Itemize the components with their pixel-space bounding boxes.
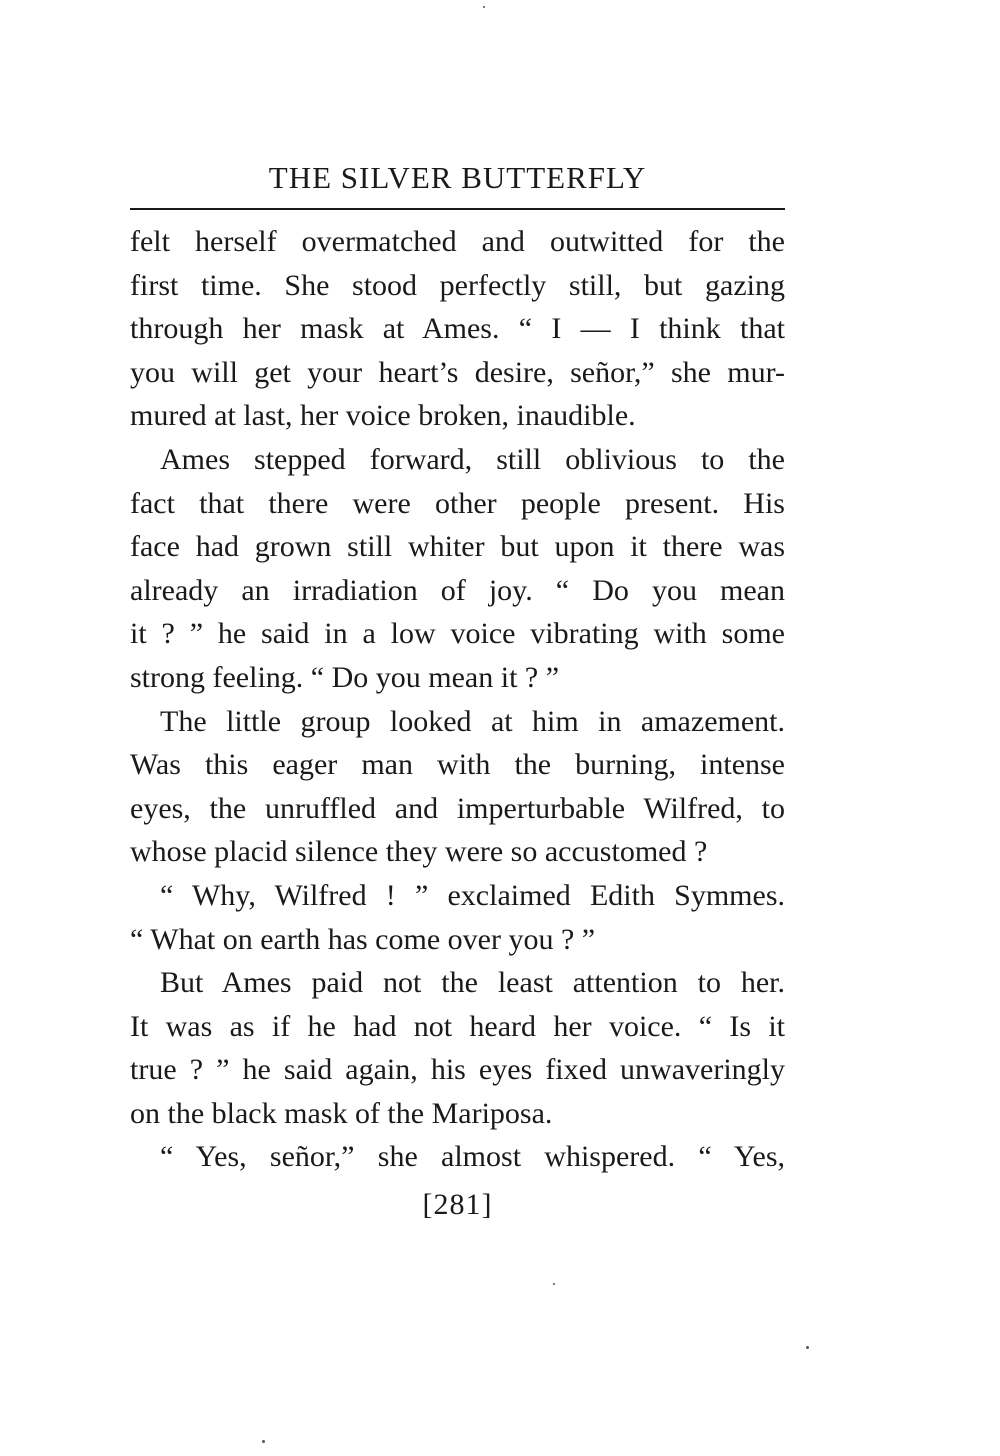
- text-line: “ Yes, señor,” she almost whispered. “ Yes,: [160, 1140, 785, 1174]
- text-line: It was as if he had not heard her voice. “ Is it: [130, 1009, 785, 1043]
- text-line: Ames stepped forward, still oblivious to the: [160, 442, 785, 476]
- scan-speck: [806, 1346, 809, 1349]
- text-line: you will get your heart’s desire, señor,” she mur-: [130, 355, 785, 389]
- text-line: strong feeling. “ Do you mean it ? ”: [130, 660, 560, 694]
- scan-speck: [483, 6, 485, 8]
- text-line: mured at last, her voice broken, inaudible.: [130, 399, 636, 433]
- text-line: first time. She stood perfectly still, but gazing: [130, 268, 785, 302]
- page-number: [281]: [422, 1188, 493, 1221]
- text-line: face had grown still whiter but upon it there was: [130, 530, 785, 564]
- scan-speck: [553, 1283, 555, 1285]
- text-line: whose placid silence they were so accustomed ?: [130, 835, 708, 869]
- text-line: felt herself overmatched and outwitted for the: [130, 225, 785, 258]
- scan-speck: [262, 1440, 265, 1443]
- text-line: fact that there were other people present. His: [130, 486, 785, 520]
- header-rule: [130, 208, 785, 210]
- text-line: true ? ” he said again, his eyes fixed unwaveringly: [130, 1053, 785, 1087]
- running-head: THE SILVER BUTTERFLY: [268, 160, 647, 195]
- text-line: Was this eager man with the burning, intense: [130, 748, 785, 782]
- text-line: through her mask at Ames. “ I — I think that: [130, 312, 785, 346]
- text-line: “ What on earth has come over you ? ”: [130, 922, 596, 956]
- body-text: [130, 220, 785, 1179]
- text-line: eyes, the unruffled and imperturbable Wilfred, to: [130, 791, 785, 825]
- text-line: “ Why, Wilfred ! ” exclaimed Edith Symmes.: [160, 878, 785, 912]
- text-line: But Ames paid not the least attention to her.: [160, 966, 785, 1000]
- text-line: it ? ” he said in a low voice vibrating with some: [130, 617, 785, 651]
- text-line: on the black mask of the Mariposa.: [130, 1096, 553, 1130]
- text-line: The little group looked at him in amazement.: [160, 704, 785, 738]
- text-line: already an irradiation of joy. “ Do you mean: [130, 573, 785, 607]
